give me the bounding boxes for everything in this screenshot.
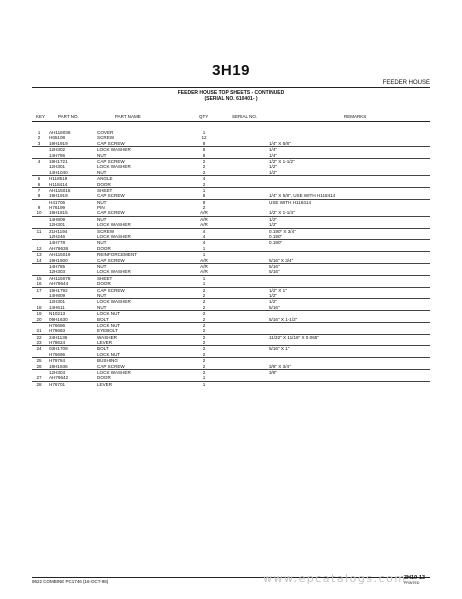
cell-qty: 8 [202, 193, 206, 199]
cell-qty: 1 [202, 245, 206, 251]
cell-part: 19H1900 [49, 257, 68, 263]
cell-part: 19H1919 [49, 140, 68, 146]
cell-qty: 1 [202, 275, 206, 281]
page-number-sub: PRINTED [404, 581, 420, 585]
cell-name: CAP SCREW [97, 287, 125, 293]
cell-qty: 2 [202, 316, 206, 322]
cell-key: 26 [36, 363, 42, 369]
cell-qty: 2 [202, 340, 206, 346]
col-part-no: PART NO. [58, 114, 79, 119]
cell-part: H76683 [49, 328, 66, 334]
cell-part: H118414 [49, 181, 68, 187]
cell-qty: 4 [202, 176, 206, 182]
cell-qty: 1 [202, 381, 206, 387]
cell-key: 25 [36, 358, 42, 364]
cell-part: 19H1721 [49, 158, 68, 164]
cell-qty: 8 [202, 140, 206, 146]
cell-key: 16 [36, 281, 42, 287]
cell-qty: A/R [200, 269, 208, 275]
cell-part: H76199 [49, 205, 66, 211]
cell-qty: 2 [202, 346, 206, 352]
cell-part: 21H1194 [49, 228, 68, 234]
cell-rem: 1/2" [269, 164, 278, 170]
cell-key: 8 [37, 193, 41, 199]
cell-name: REINFORCEMENT [97, 252, 138, 258]
cell-key: 10 [36, 210, 42, 216]
cell-rem: 5/16" X 1-1/2" [269, 316, 298, 322]
cell-rem: 11/32" X 11/16" X 0.065" [269, 334, 319, 340]
cell-part: 19H1815 [49, 210, 68, 216]
cell-part: H76696 [49, 322, 66, 328]
col-serial: SERIAL NO. [232, 114, 258, 119]
cell-rem: 1/2" X 1-1/2" [269, 158, 295, 164]
cell-name: NUT [97, 152, 107, 158]
cell-qty: 2 [202, 158, 206, 164]
cell-part: 14H785 [49, 263, 66, 269]
cell-part: 14H611 [49, 304, 65, 310]
cell-key: 20 [36, 316, 42, 322]
cell-qty: 1 [202, 375, 206, 381]
cell-qty: 2 [202, 292, 206, 298]
cell-rem: 0.190" X 3/4" [269, 228, 296, 234]
serial-range: (SERIAL NO. 610401- ) [204, 96, 258, 102]
cell-name: PIN [97, 205, 105, 211]
cell-name: SHEET [97, 275, 113, 281]
cell-rem: 1/4" [269, 147, 278, 153]
cell-name: LOCK WASHER [97, 370, 131, 376]
cell-qty: 2 [202, 299, 206, 305]
cell-rem: USE WITH H118414 [269, 199, 312, 205]
cell-rem: 1/4" [269, 152, 278, 158]
cell-qty: A/R [200, 222, 208, 228]
cell-part: H78624 [49, 340, 66, 346]
cell-name: DOOR [97, 375, 111, 381]
cell-name: LOCK WASHER [97, 299, 131, 305]
cell-part: 14H809 [49, 216, 66, 222]
cell-qty: 4 [202, 228, 206, 234]
cell-qty: 2 [202, 169, 206, 175]
cell-qty: 8 [202, 199, 206, 205]
cell-name: NUT [97, 304, 107, 310]
cell-qty: A/R [200, 210, 208, 216]
cell-part: AH115019 [49, 252, 71, 258]
cell-part: AH115016 [49, 187, 71, 193]
cell-qty: A/R [200, 216, 208, 222]
cell-qty: 2 [202, 328, 206, 334]
cell-rem: 0.190" [269, 234, 283, 240]
cell-name: BOLT [97, 316, 109, 322]
cell-part: 12H302 [49, 147, 66, 153]
cell-part: 19H1919 [49, 193, 68, 199]
cell-name: LEVER [97, 381, 113, 387]
cell-qty: 2 [202, 370, 206, 376]
top-rule [32, 87, 430, 88]
cell-name: NUT [97, 292, 107, 298]
cell-qty: 1 [202, 281, 206, 287]
cell-part: 19H1792 [49, 287, 68, 293]
cell-name: DOOR [97, 245, 111, 251]
cell-part: 24H1136 [49, 334, 68, 340]
cell-key: 18 [36, 304, 42, 310]
cell-name: CAP SCREW [97, 158, 125, 164]
cell-name: EYEBOLT [97, 328, 118, 334]
cell-name: SCREW [97, 228, 115, 234]
cell-name: CAP SCREW [97, 193, 125, 199]
cell-part: 12H303 [49, 269, 66, 275]
cell-name: DOOR [97, 281, 111, 287]
cell-rem: 1/2" X 1-1/4" [269, 210, 295, 216]
page-number [404, 576, 425, 586]
cell-key: 7 [37, 187, 41, 193]
col-key: KEY [36, 114, 46, 119]
cell-qty: 2 [202, 334, 206, 340]
cell-part: AH118036 [49, 130, 71, 135]
cell-key: 13 [36, 252, 42, 258]
cell-key: 17 [36, 287, 42, 293]
cell-name: BOLT [97, 346, 109, 352]
cell-qty: 2 [202, 164, 206, 170]
cell-rem: 5/16" [269, 269, 280, 275]
cell-part: 14H809 [49, 292, 66, 298]
cell-rem: 5/16" X 1" [269, 346, 290, 352]
cell-qty: A/R [200, 257, 208, 263]
cell-name: WASHER [97, 334, 117, 340]
cell-part: 12H301 [49, 164, 66, 170]
cell-key: 24 [36, 346, 42, 352]
cell-qty: 2 [202, 351, 206, 357]
cell-part: 12H246 [49, 234, 66, 240]
cell-part: 09H1630 [49, 316, 68, 322]
cell-qty: 12 [201, 135, 207, 141]
section-label: FEEDER HOUSE [382, 80, 430, 86]
cell-key: 12 [36, 245, 42, 251]
cell-qty: 4 [202, 234, 206, 240]
cell-part: 12H304 [49, 370, 66, 376]
cell-name: NUT [97, 169, 107, 175]
cell-qty: 2 [202, 363, 206, 369]
cell-part: AH115078 [49, 275, 71, 281]
header-rule [32, 121, 430, 122]
cell-part: 12H301 [49, 299, 66, 305]
cell-name: CAP SCREW [97, 257, 125, 263]
cell-name: LOCK WASHER [97, 222, 131, 228]
page-number-main: 3H19-13 [404, 575, 426, 581]
cell-rem: 1/4" X 5/8" [269, 140, 291, 146]
cell-name: NUT [97, 240, 107, 246]
cell-name: LOCK WASHER [97, 269, 131, 275]
cell-part: 14H1040 [49, 169, 68, 175]
cell-name: CAP SCREW [97, 363, 125, 369]
cell-name: NUT [97, 216, 107, 222]
cell-qty: 2 [202, 205, 206, 211]
parts-table [32, 130, 430, 387]
cell-name: CAP SCREW [97, 140, 125, 146]
cell-part: AH79642 [49, 375, 69, 381]
cell-name: NUT [97, 263, 107, 269]
cell-key: 6 [37, 181, 41, 187]
cell-name: COVER [97, 130, 114, 135]
cell-name: NUT [97, 199, 107, 205]
cell-part: H79784 [49, 358, 66, 364]
cell-name: LOCK WASHER [97, 164, 131, 170]
cell-rem: 5/16" [269, 304, 280, 310]
cell-part: AH79644 [49, 281, 69, 287]
cell-key: 23 [36, 340, 42, 346]
cell-rem: 1/2" X 1" [269, 287, 287, 293]
cell-qty: 2 [202, 287, 206, 293]
cell-key: 22 [36, 334, 42, 340]
cell-key: 21 [36, 328, 42, 334]
cell-name: LOCK WASHER [97, 234, 131, 240]
col-qty: QTY [199, 114, 209, 119]
cell-qty: 2 [202, 322, 206, 328]
cell-name: LOCK NUT [97, 311, 121, 317]
cell-key: 2 [37, 135, 41, 141]
cell-part: N10213 [49, 311, 66, 317]
cell-qty: 2 [202, 181, 206, 187]
cell-key: 15 [36, 275, 42, 281]
cell-key: 4 [37, 158, 41, 164]
cell-part: H76696 [49, 351, 66, 357]
cell-part: 19H1936 [49, 363, 68, 369]
cell-part: 14H778 [49, 240, 66, 246]
cell-rem: 1/4" X 5/8", USE WITH H118414 [269, 193, 336, 199]
cell-rem: 1/2" [269, 169, 278, 175]
cell-part: H41706 [49, 199, 66, 205]
col-remarks: REMARKS [344, 114, 367, 119]
table-row [32, 382, 430, 387]
cell-part: 12H301 [49, 222, 66, 228]
cell-name: LOCK NUT [97, 322, 121, 328]
cell-part: 03H1709 [49, 346, 68, 352]
cell-qty: 8 [202, 147, 206, 153]
cell-key: 28 [36, 381, 42, 387]
cell-name: DOOR [97, 181, 111, 187]
cell-name: BUSHING [97, 358, 118, 364]
cell-part: 14H786 [49, 152, 66, 158]
cell-qty: 2 [202, 304, 206, 310]
cell-key: 27 [36, 375, 42, 381]
cell-qty: 8 [202, 152, 206, 158]
cell-part: H65108 [49, 135, 66, 141]
cell-part: AH79636 [49, 245, 69, 251]
cell-qty: 2 [202, 311, 206, 317]
cell-qty: 2 [202, 358, 206, 364]
cell-rem: 3/8" [269, 370, 278, 376]
cell-part: H76701 [49, 381, 66, 387]
cell-rem: 1/2" [269, 222, 278, 228]
cell-key: 9 [37, 205, 41, 211]
cell-key: 11 [36, 228, 42, 234]
cell-name: CAP SCREW [97, 210, 125, 216]
cell-qty: A/R [200, 263, 208, 269]
cell-qty: 4 [202, 240, 206, 246]
cell-qty: 1 [202, 252, 206, 258]
cell-qty: 1 [202, 130, 206, 135]
cell-name: ANGLE [97, 176, 113, 182]
cell-key: 19 [36, 311, 42, 317]
cell-rem: 1/2" [269, 216, 278, 222]
cell-rem: 3/8" X 3/4" [269, 363, 291, 369]
cell-name: LOCK NUT [97, 351, 121, 357]
cell-name: SHEET [97, 187, 113, 193]
cell-name: LEVER [97, 340, 113, 346]
cell-rem: 1/2" [269, 299, 278, 305]
cell-part: H118519 [49, 176, 68, 182]
table-title: FEEDER HOUSE TOP SHEETS - CONTINUED [177, 90, 285, 96]
col-part-name: PART NAME [115, 114, 141, 119]
cell-key: 14 [36, 257, 42, 263]
cell-qty: 1 [202, 187, 206, 193]
cell-key: 5 [37, 176, 41, 182]
cell-name: SCREW [97, 135, 115, 141]
cell-name: LOCK WASHER [97, 147, 131, 153]
cell-rem: 1/2" [269, 292, 278, 298]
cell-key: 3 [37, 140, 41, 146]
footer-catalog: 9622 COMBINE PC1746 (16-OCT-98) [32, 579, 109, 584]
cell-rem: 0.190" [269, 240, 283, 246]
page-code: 3H19 [212, 62, 250, 79]
watermark: www.epcatalogs.com [263, 572, 407, 585]
cell-rem: 5/16" [269, 263, 280, 269]
cell-key: 1 [37, 130, 41, 135]
cell-rem: 5/16" X 3/4" [269, 257, 294, 263]
